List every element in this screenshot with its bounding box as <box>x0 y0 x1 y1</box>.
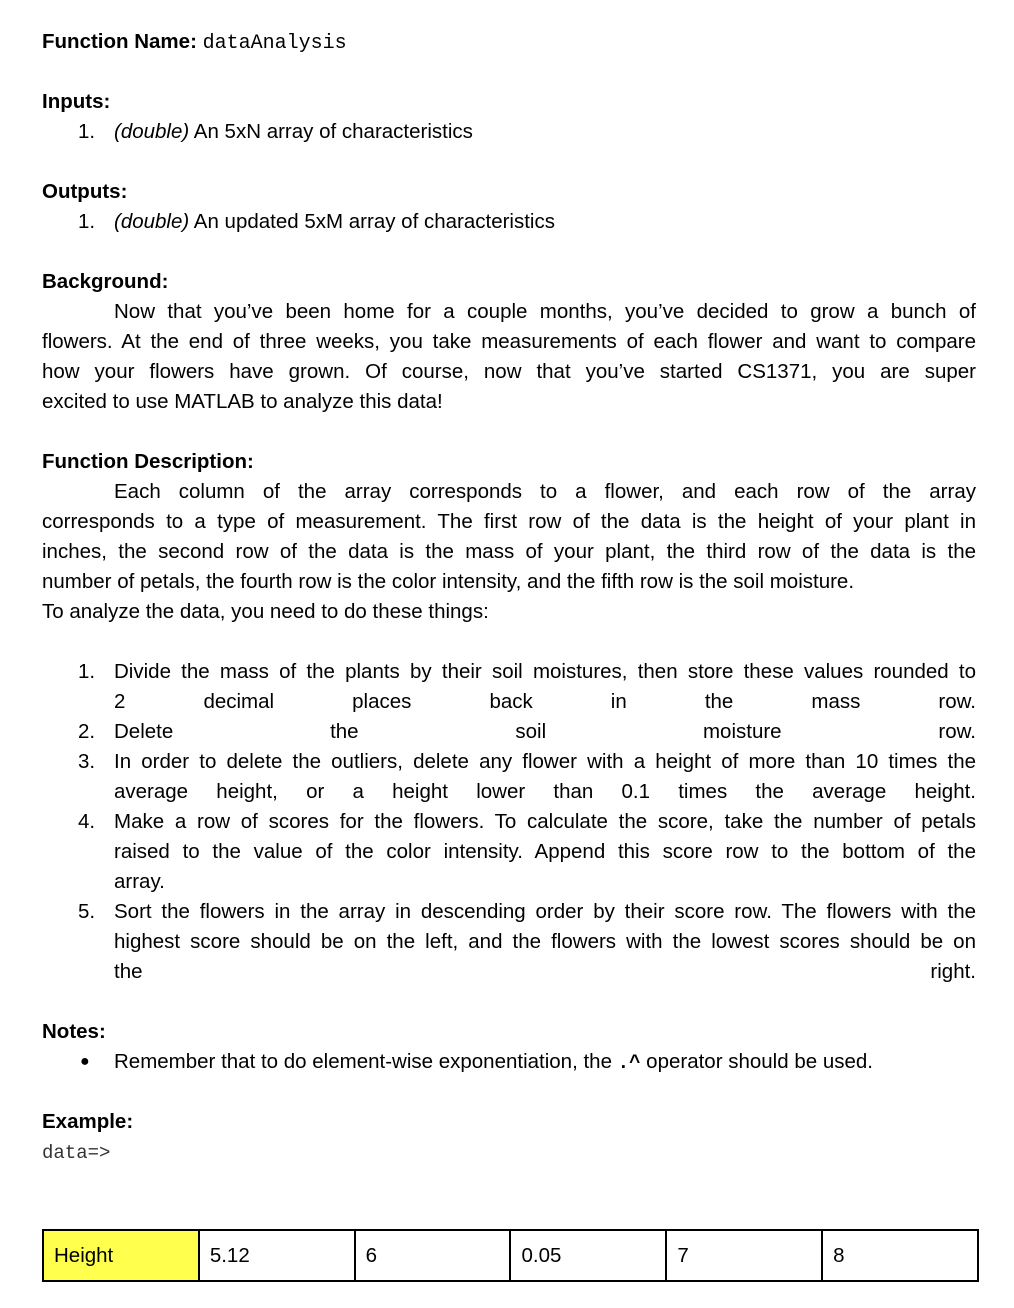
outputs-item-number: 1. <box>78 210 96 233</box>
step-number: 5. <box>78 900 96 923</box>
background-line: how your flowers have grown. Of course, now that you’ve started CS1371, you are super <box>42 360 976 383</box>
inputs-item-type: (double) <box>114 120 190 143</box>
step-number: 3. <box>78 750 96 773</box>
description-heading: Function Description: <box>42 450 254 473</box>
outputs-item <box>114 210 555 234</box>
function-name-value: dataAnalysis <box>202 32 347 55</box>
step-line: array. <box>114 870 165 893</box>
step-line: 2 decimal places back in the mass row. <box>114 690 976 713</box>
notes-heading: Notes: <box>42 1020 106 1043</box>
step-line: average height, or a height lower than 0.1 times the average height. <box>114 780 976 803</box>
notes-operator: .^ <box>617 1052 641 1074</box>
step-number: 1. <box>78 660 96 683</box>
step-line: raised to the value of the color intensity. Append this score row to the bottom of the <box>114 840 976 863</box>
bullet-icon: ● <box>80 1053 90 1070</box>
function-name-line <box>42 30 347 55</box>
step-line: Sort the flowers in the array in descending order by their score row. The flowers with the <box>114 900 976 923</box>
inputs-item-number: 1. <box>78 120 96 143</box>
table-cell: 6 <box>355 1230 511 1281</box>
step-number: 2. <box>78 720 96 743</box>
notes-item <box>114 1050 873 1074</box>
step-line: the right. <box>114 960 976 983</box>
inputs-item-text: An 5xN array of characteristics <box>189 120 473 143</box>
description-line: number of petals, the fourth row is the color intensity, and the fifth row is the soil moisture. <box>42 570 855 593</box>
step-line: In order to delete the outliers, delete any flower with a height of more than 10 times the <box>114 750 976 773</box>
example-code: data=> <box>42 1142 111 1164</box>
outputs-item-text: An updated 5xM array of characteristics <box>189 210 555 233</box>
notes-text-after: operator should be used. <box>640 1050 873 1073</box>
table-cell: 0.05 <box>510 1230 666 1281</box>
function-name-label: Function Name: <box>42 30 197 53</box>
table-cell: 8 <box>822 1230 978 1281</box>
background-line: Now that you’ve been home for a couple months, you’ve decided to grow a bunch of <box>114 300 976 323</box>
example-table <box>42 1229 979 1282</box>
table-cell: 7 <box>666 1230 822 1281</box>
description-line: To analyze the data, you need to do these things: <box>42 600 489 623</box>
outputs-heading: Outputs: <box>42 180 128 203</box>
background-heading: Background: <box>42 270 169 293</box>
inputs-item <box>114 120 473 144</box>
step-line: Make a row of scores for the flowers. To calculate the score, take the number of petals <box>114 810 976 833</box>
step-line: highest score should be on the left, and the flowers with the lowest scores should be on <box>114 930 976 953</box>
step-number: 4. <box>78 810 96 833</box>
description-line: corresponds to a type of measurement. The first row of the data is the height of your plant in <box>42 510 976 533</box>
description-line: inches, the second row of the data is the mass of your plant, the third row of the data is the <box>42 540 976 563</box>
outputs-item-type: (double) <box>114 210 190 233</box>
table-cell: 5.12 <box>199 1230 355 1281</box>
step-line: Divide the mass of the plants by their soil moistures, then store these values rounded to <box>114 660 976 683</box>
background-line: excited to use MATLAB to analyze this data! <box>42 390 443 413</box>
step-line: Delete the soil moisture row. <box>114 720 976 743</box>
background-line: flowers. At the end of three weeks, you take measurements of each flower and want to compare <box>42 330 976 353</box>
inputs-heading: Inputs: <box>42 90 111 113</box>
description-line: Each column of the array corresponds to a flower, and each row of the array <box>114 480 976 503</box>
notes-text: Remember that to do element-wise exponentiation, the <box>114 1050 618 1073</box>
example-heading: Example: <box>42 1110 134 1133</box>
table-cell-label: Height <box>43 1230 199 1281</box>
table-row <box>43 1230 978 1281</box>
